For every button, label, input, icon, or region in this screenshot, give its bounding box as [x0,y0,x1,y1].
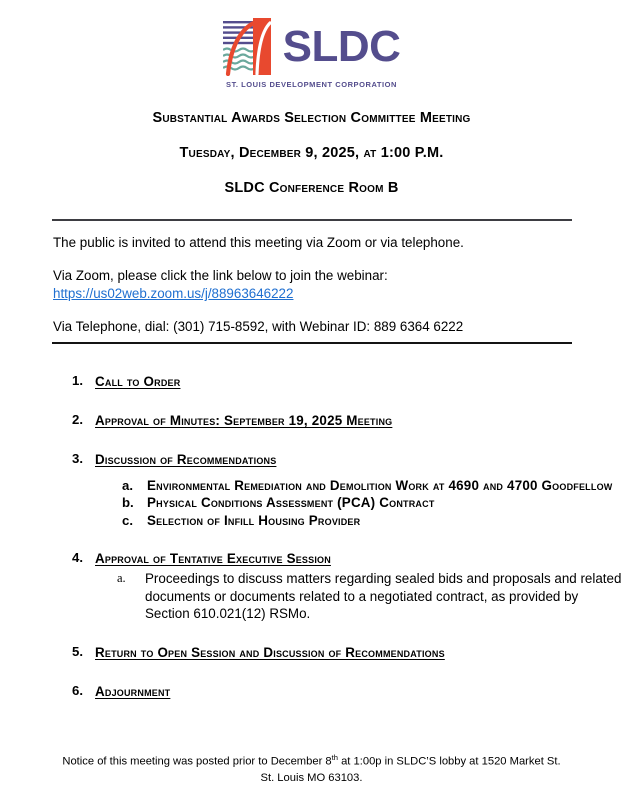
document-headings [0,111,623,197]
agenda-item-1 [0,373,623,391]
posting-notice-line-2: St. Louis MO 63103. [260,771,363,784]
posting-notice-suffix: at 1:00p in SLDC’S lobby at 1520 Market St. [337,755,561,768]
logo-wordmark: SLDC [282,22,401,71]
agenda-subitem [122,495,623,511]
page-title: Substantial Awards Selection Committee Meeting [152,110,471,126]
meeting-location: SLDC Conference Room B [224,179,399,196]
access-information [53,234,573,351]
agenda-item-2 [0,412,623,430]
agenda-number: 6. [72,683,83,699]
telephone-dial-text: Via Telephone, dial: (301) 715-8592, with Webinar ID: 889 6364 6222 [53,319,464,335]
posting-notice [0,752,623,786]
gateway-arch-logo-icon [223,18,279,76]
ordinal-suffix: th [331,753,338,762]
agenda-number: 2. [72,412,83,427]
agenda-title: Discussion of Recommendations [95,452,277,467]
agenda-number: 4. [72,550,83,566]
public-invite-text: The public is invited to attend this meeting via Zoom or via telephone. [53,235,464,250]
sldc-logo [0,0,623,89]
posting-notice-prefix: Notice of this meeting was posted prior to December 8 [62,755,332,768]
agenda-4-sublist [95,570,623,623]
subitem-letter: a. [122,478,133,493]
agenda-subitem [122,513,623,529]
agenda-number: 1. [72,373,83,388]
agenda-title: Call to Order [95,374,181,389]
subitem-text: Proceedings to discuss matters regarding sealed bids and proposals and related documents or documents related to a negotiated contract, as provided by Section 610.021(12) RSMo. [145,571,622,622]
logo-tagline: ST. LOUIS DEVELOPMENT CORPORATION [226,80,397,89]
zoom-webinar-link[interactable]: https://us02web.zoom.us/j/88963646222 [53,286,294,302]
agenda-subitem [122,478,623,494]
subitem-letter: b. [122,495,134,511]
agenda-item-5 [0,644,623,662]
divider-agenda [52,342,572,344]
subitem-text: Environmental Remediation and Demolition Work at 4690 and 4700 Goodfellow [147,478,613,493]
agenda-number: 5. [72,644,83,660]
agenda-title: Return to Open Session and Discussion of Recommendations [95,645,445,661]
subitem-text: Physical Conditions Assessment (PCA) Contract [147,495,435,511]
posting-notice-line-1 [0,752,623,770]
meeting-datetime: Tuesday, December 9, 2025, at 1:00 P.M. [179,144,444,161]
agenda-item-6 [0,683,623,701]
agenda-item-3 [0,451,623,529]
subitem-letter: c. [122,512,133,528]
agenda-item-4 [0,550,623,623]
divider-top [52,219,572,221]
agenda-title: Adjournment [95,684,171,700]
agenda-list [0,373,623,701]
agenda-title: Approval of Tentative Executive Session [95,551,331,567]
agenda-number: 3. [72,451,83,466]
subitem-letter: a. [117,571,126,586]
zoom-instruction-text: Via Zoom, please click the link below to join the webinar: [53,268,388,284]
agenda-3-sublist [95,478,623,529]
agenda-subitem [117,570,623,623]
agenda-title: Approval of Minutes: September 19, 2025 Meeting [95,413,393,428]
subitem-text: Selection of Infill Housing Provider [147,512,361,528]
